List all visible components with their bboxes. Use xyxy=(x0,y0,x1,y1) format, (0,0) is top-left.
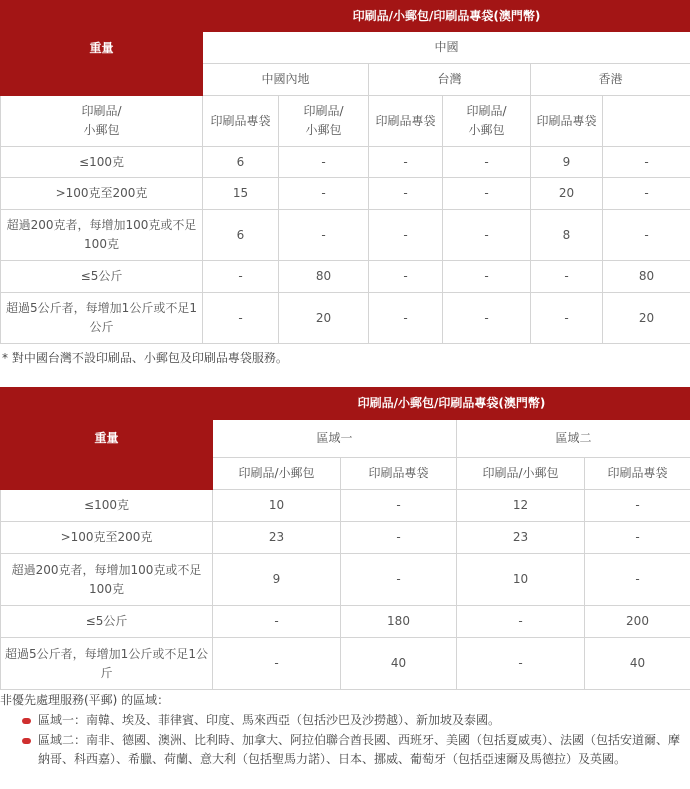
zone-header: 區域一 xyxy=(213,420,457,458)
rate-cell: - xyxy=(279,178,369,210)
rate-cell: 6 xyxy=(203,147,279,178)
rate-cell: - xyxy=(457,606,585,638)
rate-cell: 10 xyxy=(213,490,341,522)
rate-cell: - xyxy=(531,261,603,293)
rate-cell: 20 xyxy=(603,293,690,344)
rate-cell: - xyxy=(443,147,531,178)
rate-cell: - xyxy=(369,293,443,344)
table-row xyxy=(1,293,690,344)
rate-cell: - xyxy=(443,210,531,261)
rate-cell: - xyxy=(457,638,585,690)
rate-cell: 9 xyxy=(531,147,603,178)
table-row xyxy=(1,554,690,606)
weight-label: ≤100克 xyxy=(1,490,213,522)
rate-cell: - xyxy=(531,293,603,344)
table-row xyxy=(1,261,690,293)
rate-cell: 9 xyxy=(213,554,341,606)
zone-desc: 區域二：南非、德國、澳洲、比利時、加拿大、阿拉伯聯合酋長國、西班牙、美國（包括夏威夷）、法國（包括安道爾、摩納哥、科西嘉）、希臘、荷蘭、意大利（包括聖馬力諾）、日本、挪威、葡萄牙（包括亞速爾及馬德拉）及英國。 xyxy=(38,732,681,766)
table-row xyxy=(1,147,690,178)
weight-header: 重量 xyxy=(1,1,203,96)
subcol-header: 印刷品專袋 xyxy=(369,96,443,147)
zones-note: 非優先處理服務(平郵) 的區域： xyxy=(0,693,170,707)
subcol-header: 印刷品專袋 xyxy=(341,458,457,490)
rate-cell: - xyxy=(213,638,341,690)
rate-cell: - xyxy=(341,490,457,522)
subcol-header: 印刷品專袋 xyxy=(203,96,279,147)
bullet-icon xyxy=(22,738,31,744)
table-row xyxy=(1,178,690,210)
weight-label: 超過200克者，每增加100克或不足100克 xyxy=(1,554,213,606)
rate-cell: 40 xyxy=(585,638,690,690)
table-title: 印刷品/小郵包/印刷品專袋(澳門幣) xyxy=(213,388,690,420)
weight-header: 重量 xyxy=(1,388,213,490)
subcol-header: 印刷品專袋 xyxy=(585,458,690,490)
rate-cell: 80 xyxy=(603,261,690,293)
rate-cell: 15 xyxy=(203,178,279,210)
subcol-header: 印刷品/ 小郵包 xyxy=(443,96,531,147)
table-row xyxy=(1,210,690,261)
weight-label: 超過5公斤者，每增加1公斤或不足1公斤 xyxy=(1,638,213,690)
rate-cell: - xyxy=(341,522,457,554)
table-row xyxy=(1,606,690,638)
rate-cell: - xyxy=(443,178,531,210)
list-item xyxy=(22,731,684,770)
region-header: 中國內地 xyxy=(203,64,369,96)
rate-cell: - xyxy=(213,606,341,638)
subcol-header: 印刷品專袋 xyxy=(531,96,603,147)
taiwan-note: * 對中國台灣不設印刷品、小郵包及印刷品專袋服務。 xyxy=(2,351,288,365)
zone-desc: 區域一：南韓、埃及、菲律賓、印度、馬來西亞（包括沙巴及沙撈越）、新加坡及泰國。 xyxy=(38,713,501,727)
rate-cell: - xyxy=(341,554,457,606)
zone-header: 區域二 xyxy=(457,420,690,458)
rate-cell: - xyxy=(369,147,443,178)
weight-label: ≤5公斤 xyxy=(1,261,203,293)
rate-cell: - xyxy=(603,178,690,210)
weight-label: >100克至200克 xyxy=(1,178,203,210)
weight-label: ≤5公斤 xyxy=(1,606,213,638)
weight-label: 超過5公斤者，每增加1公斤或不足1公斤 xyxy=(1,293,203,344)
table-row xyxy=(1,490,690,522)
rate-cell: 8 xyxy=(531,210,603,261)
rate-cell: 12 xyxy=(457,490,585,522)
rate-cell: - xyxy=(603,210,690,261)
bullet-icon xyxy=(22,718,31,724)
rate-cell: 80 xyxy=(279,261,369,293)
country-header: 中國 xyxy=(203,32,690,64)
rate-cell: - xyxy=(369,261,443,293)
rate-cell: 23 xyxy=(457,522,585,554)
subcol-header: 印刷品/小郵包 xyxy=(457,458,585,490)
subcol-header: 印刷品/ 小郵包 xyxy=(279,96,369,147)
list-item xyxy=(22,711,684,731)
table-row xyxy=(1,638,690,690)
rate-cell: - xyxy=(585,490,690,522)
rate-cell: - xyxy=(369,210,443,261)
weight-label: >100克至200克 xyxy=(1,522,213,554)
rate-cell: - xyxy=(585,522,690,554)
rate-cell: - xyxy=(585,554,690,606)
rate-cell: - xyxy=(603,147,690,178)
rate-cell: 10 xyxy=(457,554,585,606)
rate-cell: 180 xyxy=(341,606,457,638)
rate-cell: - xyxy=(443,261,531,293)
region-header: 香港 xyxy=(531,64,690,96)
rate-cell: 200 xyxy=(585,606,690,638)
table-title: 印刷品/小郵包/印刷品專袋(澳門幣) xyxy=(203,1,690,32)
region-header: 台灣 xyxy=(369,64,531,96)
rate-cell: - xyxy=(203,261,279,293)
subcol-header: 印刷品/ 小郵包 xyxy=(1,96,203,147)
rate-cell: 23 xyxy=(213,522,341,554)
rate-cell: - xyxy=(203,293,279,344)
table-row xyxy=(1,522,690,554)
rate-cell: - xyxy=(369,178,443,210)
rates-table-zones xyxy=(0,387,690,690)
rate-cell: - xyxy=(279,210,369,261)
rate-cell: 20 xyxy=(279,293,369,344)
subcol-header: 印刷品/小郵包 xyxy=(213,458,341,490)
rate-cell: - xyxy=(279,147,369,178)
weight-label: ≤100克 xyxy=(1,147,203,178)
rate-cell: - xyxy=(443,293,531,344)
rate-cell: 40 xyxy=(341,638,457,690)
rates-table-china xyxy=(0,0,690,344)
zone-list xyxy=(22,711,684,770)
rate-cell: 6 xyxy=(203,210,279,261)
rate-cell: 20 xyxy=(531,178,603,210)
weight-label: 超過200克者，每增加100克或不足100克 xyxy=(1,210,203,261)
